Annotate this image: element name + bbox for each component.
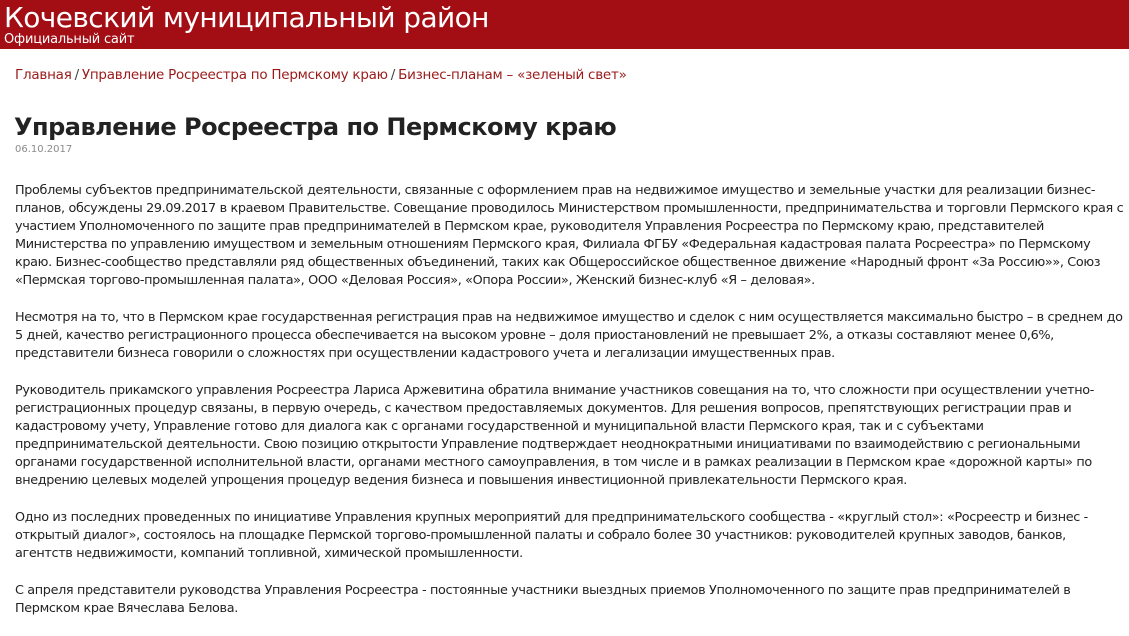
article-paragraph: С апреля представители руководства Управления Росреестра - постоянные участники выездных приемов Уполномоченного по защите прав предпринимателей в Пермском крае Вячеслава Белова. [15,582,1071,616]
site-subtitle: Официальный сайт [4,32,135,47]
site-header [0,0,1129,49]
breadcrumb-link-home[interactable]: Главная [15,67,72,83]
article-paragraph: Проблемы субъектов предпринимательской деятельности, связанные с оформлением прав на недвижимое имущество и земельные участки для реализации бизнес-планов, обсуждены 29.09.2017 в краевом Правительстве. Совещание проводилось Министерством промышленности, предпринимательства и торговли Пермского края с участием Уполномоченного по защите прав предпринимателей в Пермском крае, руководителя Управления Росреестра по Пермскому краю, представителей Министерства по управлению имуществом и земельным отношениям Пермского края, Филиала ФГБУ «Федеральная кадастровая палата Росреестра» по Пермскому краю. Бизнес-сообщество представляли ряд общественных объединений, таких как Общероссийское общественное движение «Народный фронт «За Россию»», Союз «Пермская торгово-промышленная палата», ООО «Деловая Россия», «Опора России», Женский бизнес-клуб «Я – деловая». [15,183,1124,289]
breadcrumb-link-rosreestr[interactable]: Управление Росреестра по Пермскому краю [81,67,388,83]
article-date: 06.10.2017 [15,144,73,155]
article-paragraph: Одно из последних проведенных по инициативе Управления крупных мероприятий для предпринимательского сообщества - «круглый стол»: «Росреестр и бизнес - открытый диалог», состоялось на площадке Пермской торгово-промышленной палаты и собрало более 30 участников: руководителей крупных заводов, банков, агентств недвижимости, компаний топливной, химической промышленности. [15,509,1088,562]
site-title[interactable]: Кочевский муниципальный район [4,1,489,34]
breadcrumb-link-current[interactable]: Бизнес-планам – «зеленый свет» [398,67,627,83]
article-paragraph: Несмотря на то, что в Пермском крае государственная регистрация прав на недвижимое имущество и сделок с ним осуществляется максимально быстро – в среднем до 5 дней, качество регистрационного процесса обеспечивается на высоком уровне – доля приостановлений не превышает 2%, а отказы составляют менее 0,6%, представители бизнеса говорили о сложностях при осуществлении кадастрового учета и легализации имущественных прав. [15,310,1123,362]
article-paragraph: Руководитель прикамского управления Росреестра Лариса Аржевитина обратила внимание участников совещания на то, что сложности при осуществлении учетно-регистрационных процедур связаны, в первую очередь, с качеством предоставляемых документов. Для решения вопросов, препятствующих регистрации прав и кадастровому учету, Управление готово для диалога как с органами государственной и муниципальной власти Пермского края, так и с субъектами предпринимательской деятельности. Свою позицию открытости Управление подтверждает неоднократными инициативами по взаимодействию с региональными органами государственной исполнительной власти, органами местного самоуправления, в том числе и в рамках реализации в Пермском крае «дорожной карты» по внедрению целевых моделей упрощения процедур ведения бизнеса и повышения инвестиционной привлекательности Пермского края. [15,382,1094,489]
article-body [15,182,1127,636]
breadcrumb-separator: / [390,67,396,83]
breadcrumb-separator: / [74,67,79,83]
page-title: Управление Росреестра по Пермскому краю [14,113,617,142]
breadcrumb [15,66,627,84]
